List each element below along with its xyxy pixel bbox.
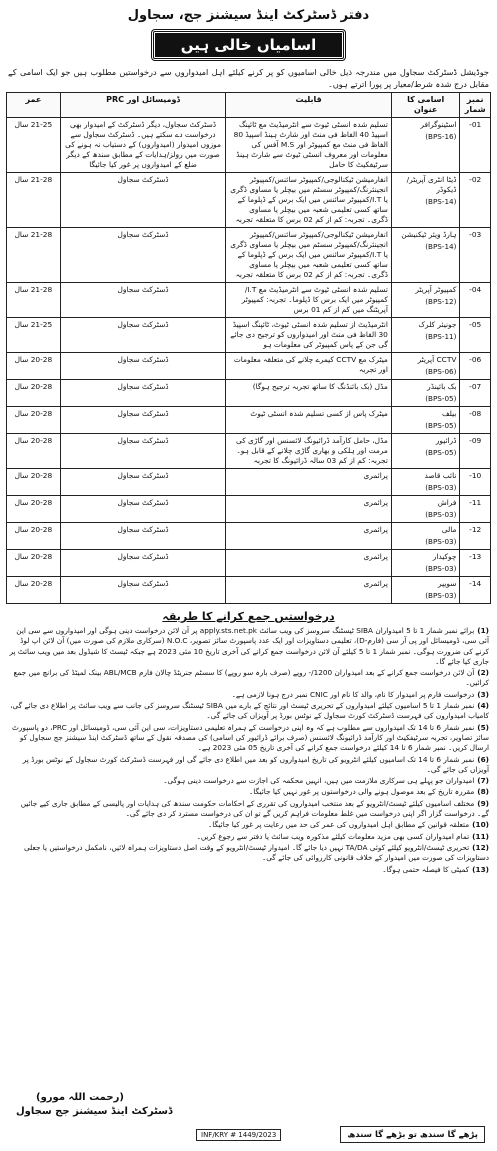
cell-domicile-text: ڈسٹرکٹ سجاول — [117, 175, 169, 184]
cell-sr-text: 01- — [469, 120, 482, 129]
cell-qualification — [226, 469, 392, 496]
cell-domicile-text: ڈسٹرکٹ سجاول — [117, 382, 169, 391]
cell-age-text: 20-28 سال — [14, 552, 53, 561]
cell-age — [7, 577, 61, 604]
cell-domicile-text: ڈسٹرکٹ سجاول — [117, 498, 169, 507]
table-row — [7, 318, 491, 353]
cell-bps: (BPS-06) — [425, 367, 457, 376]
instruction-number: (2) — [477, 668, 489, 678]
footer — [6, 1065, 491, 1145]
cell-sr-text: 08- — [469, 409, 482, 418]
instruction-text: متعلقہ قوانین کے مطابق اہل امیدواروں کی عمر کی حد میں رعایت پر غور کیا جائیگا۔ — [207, 820, 470, 830]
slogan-box: پڑھے گا سندھ تو بڑھے گا سندھ — [340, 1126, 485, 1143]
instruction-number: (13) — [472, 864, 489, 874]
intro-paragraph: جوڈیشل ڈسٹرکٹ سجاول میں مندرجہ ذیل خالی اسامیوں کو پر کرنے کیلئے اہل امیدواروں سے درخواستیں مطلوب ہیں جو ایک اسامی کے مقابل درج شدہ شرط/معیار پر پورا اترتے ہوں۔ — [8, 67, 489, 89]
cell-sr-text: 12- — [469, 525, 482, 534]
cell-age — [7, 469, 61, 496]
cell-bps: (BPS-05) — [425, 421, 457, 430]
cell-post — [391, 173, 460, 228]
cell-sr — [460, 353, 491, 380]
cell-age — [7, 353, 61, 380]
instruction-number: (6) — [477, 754, 489, 764]
cell-sr — [460, 496, 491, 523]
header-post: اسامی کا عنوان — [391, 93, 460, 118]
cell-post — [391, 577, 460, 604]
cell-bps: (BPS-03) — [425, 537, 457, 546]
cell-age — [7, 550, 61, 577]
cell-qualification-text: پرائمری — [363, 471, 388, 480]
cell-sr-text: 05- — [469, 320, 482, 329]
cell-post — [391, 353, 460, 380]
cell-sr — [460, 577, 491, 604]
cell-post — [391, 550, 460, 577]
cell-post — [391, 283, 460, 318]
cell-post — [391, 496, 460, 523]
cell-domicile — [60, 318, 226, 353]
cell-sr — [460, 118, 491, 173]
instruction-item — [8, 690, 489, 700]
cell-post — [391, 469, 460, 496]
cell-qualification — [226, 353, 392, 380]
table-row — [7, 283, 491, 318]
cell-domicile-text: ڈسٹرکٹ سجاول — [117, 230, 169, 239]
instruction-text: تحریری ٹیسٹ/انٹرویو کیلئے کوئی TA/DA نہیں دیا جائے گا۔ امیدوار ٹیسٹ/انٹرویو کے وقت اصل دستاویزات ہمراہ لائیں، نامکمل درخواستیں یا جعلی دستاویزات کی صورت میں امیدوار کے خلاف قانونی کارروائی کی جائے گی۔ — [23, 842, 489, 863]
table-body — [7, 118, 491, 604]
cell-sr-text: 03- — [469, 230, 482, 239]
cell-age — [7, 380, 61, 407]
instruction-number: (3) — [477, 689, 489, 699]
cell-domicile-text: ڈسٹرکٹ سجاول — [117, 320, 169, 329]
cell-bps: (BPS-14) — [425, 197, 457, 206]
cell-age-text: 20-28 سال — [14, 382, 53, 391]
table-row — [7, 550, 491, 577]
cell-age — [7, 173, 61, 228]
cell-bps: (BPS-03) — [425, 483, 457, 492]
table-row — [7, 353, 491, 380]
cell-age-text: 20-28 سال — [14, 579, 53, 588]
instruction-text: تمام امیدواران کسی بھی مزید معلومات کیلئے مذکورہ ویب سائٹ یا دفتر سے رجوع کریں۔ — [196, 831, 470, 841]
banner-wrap — [6, 30, 491, 60]
table-row — [7, 469, 491, 496]
cell-sr-text: 06- — [469, 355, 482, 364]
cell-sr — [460, 173, 491, 228]
instruction-text: مقررہ تاریخ کے بعد موصول ہونے والی درخواستوں پر غور نہیں کیا جائیگا۔ — [249, 787, 475, 797]
instruction-text: نمبر شمار 6 تا 14 تک امیدواروں سے مطلوب ہے کہ وہ اپنی درخواست کے ہمراہ تعلیمی دستاویزات، سی این آئی سی، ڈومیسائل اور PRC، دو پاسپورٹ سائز تصاویر، تجربہ سرٹیفکیٹ اور کارآمد ڈرائیونگ لائسنس (صرف برائے ڈرائیور کی اسامی) کی مصدقہ نقول کے ساتھ ڈسٹرکٹ اینڈ سیشنز جج سجاول کو ارسال کریں۔ نمبر شمار 6 تا 14 کیلئے درخواست جمع کرانے کی آخری تاریخ 05 مئی 2023 ہے۔ — [12, 722, 489, 753]
cell-age-text: 20-28 سال — [14, 471, 53, 480]
cell-qualification-text: تسلیم شدہ انسٹی ٹیوٹ سے انٹرمیڈیٹ مع I.T/کمپیوٹر میں ایک برس کا ڈپلوما۔ تجربہ: کمپیوٹر آپریٹنگ میں کم از کم 01 برس — [241, 285, 388, 314]
cell-age — [7, 118, 61, 173]
cell-age-text: 21-25 سال — [14, 320, 53, 329]
cell-sr-text: 13- — [469, 552, 482, 561]
cell-qualification-text: مڈل، حامل کارآمد ڈرائیونگ لائسنس اور گاڑی کی مرمت اور ہلکی و بھاری گاڑی چلانے کے قابل ہو۔ تجربہ: کم از کم 03 سالہ ڈرائیونگ کا تجربہ — [236, 436, 388, 465]
cell-qualification-text: پرائمری — [363, 525, 388, 534]
cell-domicile-text: ڈسٹرکٹ سجاول — [117, 436, 169, 445]
instruction-number: (11) — [472, 831, 489, 841]
cell-domicile — [60, 434, 226, 469]
table-row — [7, 577, 491, 604]
cell-domicile — [60, 118, 226, 173]
cell-post-text: نائب قاصد — [424, 471, 457, 480]
cell-qualification-text: پرائمری — [363, 579, 388, 588]
cell-bps: (BPS-11) — [425, 332, 457, 341]
vacancies-banner: اسامیاں خالی ہیں — [152, 30, 345, 60]
cell-domicile — [60, 380, 226, 407]
cell-age — [7, 434, 61, 469]
instruction-text: امیدواران جو پہلے ہی سرکاری ملازمت میں ہیں، انہیں محکمہ کی اجازت سے درخواست دینی ہوگی۔ — [163, 776, 475, 786]
table-header-row — [7, 93, 491, 118]
cell-qualification — [226, 173, 392, 228]
cell-post — [391, 228, 460, 283]
signatory-designation: ڈسٹرکٹ اینڈ سیشنز جج سجاول — [16, 1106, 173, 1117]
instruction-item — [8, 626, 489, 667]
cell-bps: (BPS-05) — [425, 448, 457, 457]
cell-bps: (BPS-05) — [425, 394, 457, 403]
cell-sr — [460, 523, 491, 550]
instruction-number: (8) — [477, 787, 489, 797]
cell-qualification — [226, 550, 392, 577]
cell-qualification-text: انفارمیشن ٹیکنالوجی/کمپیوٹر سائنس/کمپیوٹر انجینئرنگ/کمپیوٹر سسٹم میں بیچلر یا مساوی ڈگری یا I.T/کمپیوٹر سائنس میں ایک برس کے ڈپلوما کے ساتھ کسی تعلیمی شعبہ میں بیچلر یا مساوی ڈگری۔ تجربہ: کم از کم 02 برس کا متعلقہ تجربہ — [230, 230, 388, 279]
cell-sr — [460, 283, 491, 318]
header-qualification: قابلیت — [226, 93, 392, 118]
signatory-name: (رحمت اللہ مورو) — [36, 1092, 124, 1103]
instructions-list — [8, 626, 489, 875]
reference-number: INF/KRY # 1449/2023 — [196, 1129, 281, 1141]
cell-post-text: کمپیوٹر آپریٹر — [415, 285, 457, 294]
cell-qualification — [226, 380, 392, 407]
instruction-item — [8, 787, 489, 797]
cell-post-text: ڈیٹا انٹری آپریٹر/ڈیکوڈر — [406, 175, 457, 194]
cell-sr — [460, 434, 491, 469]
cell-bps: (BPS-03) — [425, 564, 457, 573]
instruction-text: آن لائن درخواست جمع کرانے کے بعد امیدواران 1200/- روپے (صرف بارہ سو روپے) کا سسٹم جنریٹڈ چالان فارم ABL/MCB بینک لمیٹڈ کی برانچ میں جمع کرائیں۔ — [13, 668, 489, 688]
cell-domicile — [60, 173, 226, 228]
cell-post-text: بیلف — [442, 409, 457, 418]
instruction-text: کمیٹی کا فیصلہ حتمی ہوگا۔ — [382, 864, 470, 874]
cell-domicile-text: ڈسٹرکٹ سجاول — [117, 285, 169, 294]
cell-post-text: ڈرائیور — [435, 436, 457, 445]
cell-qualification — [226, 496, 392, 523]
cell-domicile — [60, 550, 226, 577]
table-row — [7, 496, 491, 523]
cell-domicile — [60, 353, 226, 380]
instruction-number: (12) — [472, 842, 489, 852]
cell-age — [7, 318, 61, 353]
cell-age — [7, 523, 61, 550]
cell-sr-text: 11- — [469, 498, 482, 507]
instruction-item — [8, 820, 489, 830]
cell-sr — [460, 550, 491, 577]
cell-post-text: اسٹینوگرافر — [420, 120, 457, 129]
cell-post-text: جونیئر کلرک — [418, 320, 457, 329]
cell-qualification-text: میٹرک پاس از کسی تسلیم شدہ انسٹی ٹیوٹ — [250, 409, 388, 418]
cell-age-text: 21-25 سال — [14, 120, 53, 129]
cell-sr-text: 07- — [469, 382, 482, 391]
cell-age-text: 20-28 سال — [14, 525, 53, 534]
cell-domicile-text: ڈسٹرکٹ سجاول — [117, 552, 169, 561]
cell-sr-text: 09- — [469, 436, 482, 445]
cell-bps: (BPS-12) — [425, 297, 457, 306]
instruction-number: (7) — [477, 776, 489, 786]
table-row — [7, 523, 491, 550]
table-row — [7, 118, 491, 173]
cell-qualification-text: انٹرمیڈیٹ از تسلیم شدہ انسٹی ٹیوٹ، ٹائپنگ اسپیڈ 30 الفاظ فی منٹ اور امیدواروں کو ترجیح دی جائے گی جن کے پاس کمپیوٹر کی معلومات ہو — [230, 320, 388, 349]
cell-age — [7, 228, 61, 283]
cell-domicile — [60, 577, 226, 604]
instruction-text: نمبر شمار 6 تا 14 تک اسامیوں کیلئے انٹرویو کی تاریخ امیدواروں کو بعد میں اطلاع دی جائے گی اور فہرست ڈسٹرکٹ کورٹ سجاول کے نوٹس بورڈ پر آویزاں کی جائے گی۔ — [22, 754, 489, 774]
cell-age-text: 20-28 سال — [14, 409, 53, 418]
cell-domicile — [60, 523, 226, 550]
instruction-item — [8, 799, 489, 820]
cell-domicile-text: ڈسٹرکٹ سجاول — [117, 355, 169, 364]
header-domicile: ڈومیسائل اور PRC — [60, 93, 226, 118]
instructions-title: درخواستیں جمع کرانے کا طریقہ — [162, 610, 335, 623]
header-sr: نمبر شمار — [460, 93, 491, 118]
cell-post-text: فراش — [437, 498, 457, 507]
cell-bps: (BPS-03) — [425, 510, 457, 519]
table-row — [7, 434, 491, 469]
cell-qualification — [226, 577, 392, 604]
instruction-number: (1) — [477, 626, 489, 635]
cell-post-text: CCTV آپریٹر — [417, 355, 457, 364]
cell-sr — [460, 469, 491, 496]
cell-post — [391, 380, 460, 407]
instruction-item — [8, 843, 489, 864]
cell-post — [391, 118, 460, 173]
cell-post — [391, 407, 460, 434]
header-age: عمر — [7, 93, 61, 118]
instruction-text: درخواست فارم پر امیدوار کا نام، والد کا نام اور CNIC نمبر درج ہونا لازمی ہے۔ — [231, 689, 475, 699]
instruction-text: نمبر شمار 1 تا 5 اسامیوں کیلئے امیدواروں کے تحریری ٹیسٹ اور نتائج کے بارے میں SIBA ٹیسٹنگ سروسز کی جانب سے ویب سائٹ پر اطلاع دی جائے گی، کامیاب امیدواروں کی فہرست ڈسٹرکٹ کورٹ سجاول کے نوٹس بورڈ پر آویزاں کی جائے گی۔ — [10, 701, 489, 721]
vacancies-table — [6, 92, 491, 604]
cell-post-text: بک بائینڈر — [427, 382, 457, 391]
cell-domicile — [60, 283, 226, 318]
cell-domicile — [60, 469, 226, 496]
instruction-item — [8, 755, 489, 776]
cell-domicile-text: ڈسٹرکٹ سجاول — [117, 579, 169, 588]
cell-sr — [460, 318, 491, 353]
cell-sr-text: 14- — [469, 579, 482, 588]
cell-qualification-text: تسلیم شدہ انسٹی ٹیوٹ سے انٹرمیڈیٹ مع ٹائپنگ اسپیڈ 40 الفاظ فی منٹ اور شارٹ ہینڈ اسپیڈ 80 الفاظ فی منٹ مع کمپیوٹر اور M.S آفس کی معلومات اور معروف انسٹی ٹیوٹ سے شارٹ ہینڈ سرٹیفکیٹ کا حامل — [233, 120, 388, 169]
cell-qualification — [226, 434, 392, 469]
cell-age — [7, 407, 61, 434]
office-heading: دفتر ڈسٹرکٹ اینڈ سیشنز جج، سجاول — [127, 8, 370, 23]
instruction-number: (10) — [472, 820, 489, 830]
cell-qualification — [226, 283, 392, 318]
cell-age-text: 20-28 سال — [14, 355, 53, 364]
cell-qualification — [226, 407, 392, 434]
cell-domicile-text: ڈسٹرکٹ سجاول — [117, 409, 169, 418]
table-row — [7, 173, 491, 228]
cell-qualification-text: پرائمری — [363, 498, 388, 507]
instruction-text: برائے نمبر شمار 1 تا 5 امیدواران SIBA ٹیسٹنگ سروسز کی ویب سائٹ apply.sts.net.pk پر آن لائن درخواست دینی ہوگی اور امیدواروں سے سی این آئی سی، ڈومیسائل اور پی آر سی (فارم-D)، تعلیمی دستاویزات اور ایک عدد پاسپورٹ سائز تصویر، N.O.C (سرکاری ملازم کی صورت میں) آن لائن اپ لوڈ کرنے کی ضرورت ہوگی۔ نمبر شمار 1 تا 5 کیلئے آن لائن درخواست جمع کرانے کی آخری تاریخ 10 مئی 2023 ہے جبکہ ٹیسٹ کا شیڈول بعد میں ویب سائٹ پر جاری کیا جائے گا۔ — [9, 626, 489, 666]
cell-qualification — [226, 118, 392, 173]
table-row — [7, 407, 491, 434]
cell-age — [7, 283, 61, 318]
cell-domicile — [60, 496, 226, 523]
instruction-text: مختلف اسامیوں کیلئے ٹیسٹ/انٹرویو کے بعد منتخب امیدواروں کی تقرری کے احکامات حکومت سندھ کی ہدایات اور پالیسی کے مطابق جاری کیے جائیں گے۔ درخواست گزار اگر اپنی درخواست میں غلط معلومات فراہم کریں گے تو ان کی درخواست مسترد کر دی جائے گی۔ — [20, 798, 489, 819]
cell-sr-text: 10- — [469, 471, 482, 480]
cell-age-text: 20-28 سال — [14, 498, 53, 507]
cell-age — [7, 496, 61, 523]
cell-bps: (BPS-16) — [425, 132, 457, 141]
cell-bps: (BPS-14) — [425, 242, 457, 251]
instruction-item — [8, 701, 489, 722]
instruction-number: (4) — [477, 701, 489, 711]
instruction-number: (9) — [477, 798, 489, 808]
instruction-item — [8, 832, 489, 842]
cell-post-text: چوکیدار — [432, 552, 457, 561]
cell-sr-text: 04- — [469, 285, 482, 294]
cell-sr-text: 02- — [469, 175, 482, 184]
instruction-item — [8, 668, 489, 689]
cell-domicile-text: ڈسٹرکٹ سجاول — [117, 471, 169, 480]
instruction-item — [8, 776, 489, 786]
cell-age-text: 20-28 سال — [14, 436, 53, 445]
cell-post-text: مالی — [441, 525, 457, 534]
cell-qualification — [226, 228, 392, 283]
cell-qualification-text: مڈل (بک بائنڈنگ کا ساتھ تجربہ ترجیح ہوگا) — [252, 382, 388, 391]
cell-sr — [460, 407, 491, 434]
cell-age-text: 21-28 سال — [14, 175, 53, 184]
instruction-item — [8, 723, 489, 754]
cell-domicile-text: ڈسٹرکٹ سجاول — [117, 525, 169, 534]
cell-post — [391, 434, 460, 469]
cell-age-text: 21-28 سال — [14, 230, 53, 239]
cell-qualification-text: میٹرک مع CCTV کیمرے چلانے کی متعلقہ معلومات اور تجربہ — [233, 355, 388, 374]
cell-sr — [460, 228, 491, 283]
cell-domicile-text: ڈسٹرکٹ سجاول، دیگر ڈسٹرکٹ کے امیدوار بھی درخواست دے سکتے ہیں۔ ڈسٹرکٹ سجاول سے موزوں امیدوار (امیدواروں) کے دستیاب نہ ہونے کی صورت میں رولز/ہدایات کے مطابق سندھ کے دیگر ضلع کے امیدواروں پر غور کیا جائیگا — [65, 120, 221, 169]
cell-qualification — [226, 523, 392, 550]
cell-post-text: ہارڈ ویئر ٹیکنیشن — [401, 230, 457, 239]
cell-qualification-text: پرائمری — [363, 552, 388, 561]
table-row — [7, 380, 491, 407]
cell-post — [391, 318, 460, 353]
cell-post — [391, 523, 460, 550]
cell-bps: (BPS-03) — [425, 591, 457, 600]
cell-qualification — [226, 318, 392, 353]
table-row — [7, 228, 491, 283]
cell-post-text: سویپر — [438, 579, 457, 588]
cell-sr — [460, 380, 491, 407]
cell-qualification-text: انفارمیشن ٹیکنالوجی/کمپیوٹر سائنس/کمپیوٹر انجینئرنگ/کمپیوٹر سسٹم میں بیچلر یا مساوی ڈگری یا I.T/کمپیوٹر سائنس میں ایک برس کے ڈپلوما کے ساتھ کسی تعلیمی شعبہ میں بیچلر یا مساوی ڈگری۔ تجربہ: کم از کم 02 برس کا متعلقہ تجربہ — [230, 175, 388, 224]
cell-domicile — [60, 228, 226, 283]
instruction-item — [8, 865, 489, 875]
cell-domicile — [60, 407, 226, 434]
instruction-number: (5) — [477, 722, 489, 732]
cell-age-text: 21-28 سال — [14, 285, 53, 294]
